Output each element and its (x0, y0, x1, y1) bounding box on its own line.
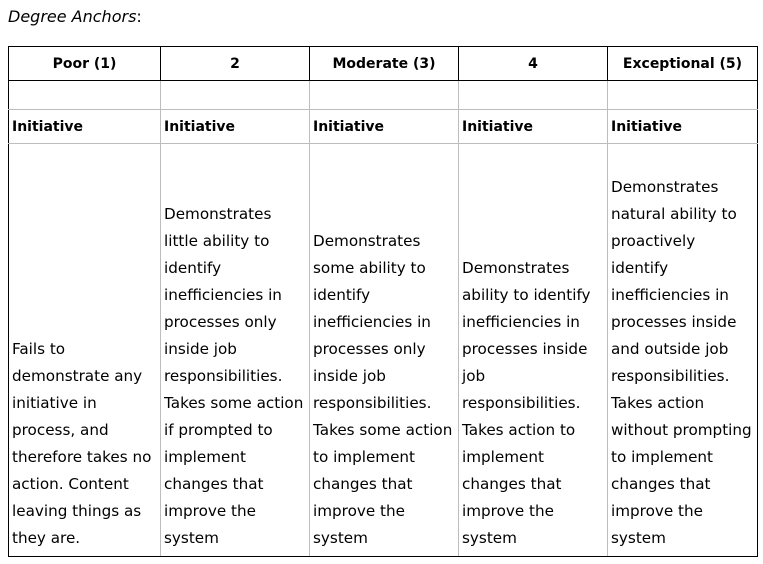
blank-cell (161, 81, 310, 110)
header-row (9, 47, 758, 81)
header-cell-poor: Poor (1) (9, 47, 161, 81)
description-cell-4: Demonstrates ability to identify inefficiencies in processes inside job responsibilities. Takes action to implement changes that improve the system (459, 144, 608, 557)
label-cell: Initiative (459, 110, 608, 144)
blank-cell (310, 81, 459, 110)
description-cell-2: Demonstrates little ability to identify inefficiencies in processes only inside job responsibilities. Takes some action if prompted to implement changes that improve the system (161, 144, 310, 557)
header-cell-2: 2 (161, 47, 310, 81)
label-cell: Initiative (310, 110, 459, 144)
header-cell-4: 4 (459, 47, 608, 81)
page-title (8, 6, 142, 28)
degree-anchors-table (8, 46, 758, 557)
blank-cell (459, 81, 608, 110)
label-cell: Initiative (9, 110, 161, 144)
header-cell-moderate: Moderate (3) (310, 47, 459, 81)
description-cell-poor: Fails to demonstrate any initiative in process, and therefore takes no action. Content leaving things as they are. (9, 144, 161, 557)
description-cell-exceptional: Demonstrates natural ability to proactively identify inefficiencies in processes inside and outside job responsibilities. Takes action without prompting to implement changes that improve the system (608, 144, 758, 557)
blank-row (9, 81, 758, 110)
blank-cell (9, 81, 161, 110)
label-cell: Initiative (608, 110, 758, 144)
description-cell-moderate: Demonstrates some ability to identify inefficiencies in processes only inside job responsibilities. Takes some action to implement changes that improve the system (310, 144, 459, 557)
title-suffix: : (136, 7, 142, 26)
title-text: Degree Anchors (8, 7, 137, 26)
label-row (9, 110, 758, 144)
label-cell: Initiative (161, 110, 310, 144)
description-row (9, 144, 758, 557)
blank-cell (608, 81, 758, 110)
header-cell-exceptional: Exceptional (5) (608, 47, 758, 81)
